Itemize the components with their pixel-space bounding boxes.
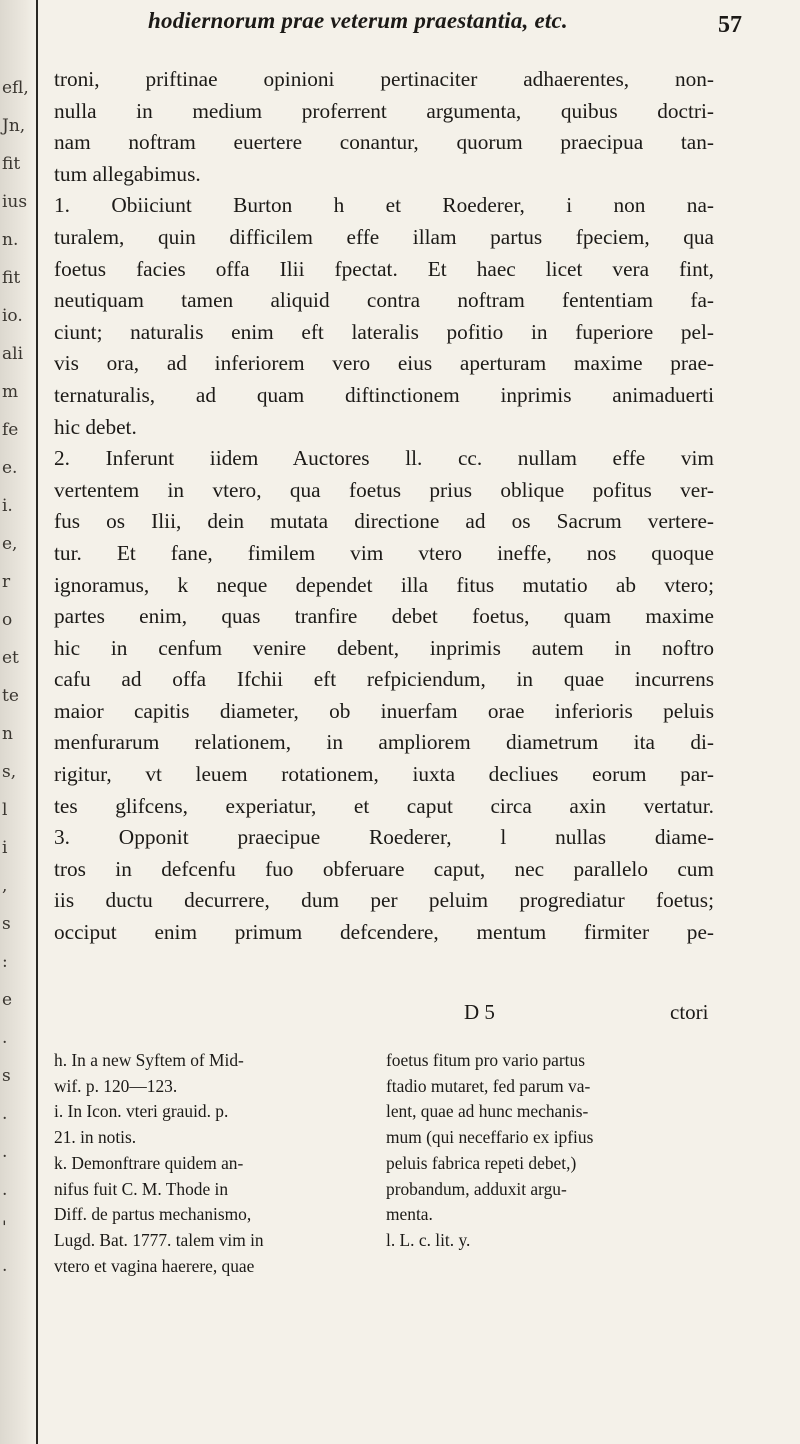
gutter-fragment: l xyxy=(2,800,8,820)
gutter-fragment: et xyxy=(2,648,19,668)
gutter-fragment: m xyxy=(2,382,19,402)
text-line: tros in defcenfu fuo obferuare caput, nec parallelo cum xyxy=(54,856,714,881)
gutter-fragment: fe xyxy=(2,420,19,440)
text-line: occiput enim primum defcendere, mentum firmiter pe- xyxy=(54,920,714,945)
gutter-fragment: i. xyxy=(2,496,13,516)
main-text xyxy=(54,64,714,949)
gutter-fragment: efl, xyxy=(2,78,29,98)
text-line: wif. p. 120—123. xyxy=(54,1075,178,1096)
facing-page-gutter xyxy=(0,0,38,1444)
text-line: rigitur, vt leuem rotationem, iuxta decliues eorum par- xyxy=(54,762,714,787)
text-line: Diff. de partus mechanismo, xyxy=(54,1204,252,1225)
gutter-fragment: ' xyxy=(2,1218,7,1238)
gutter-fragment: ali xyxy=(2,344,24,364)
text-line: neutiquam tamen aliquid contra noftram fententiam fa- xyxy=(54,288,714,313)
text-line: vtero et vagina haerere, quae xyxy=(54,1255,255,1276)
gutter-fragment: s xyxy=(2,914,11,934)
text-line: foetus facies offa Ilii fpectat. Et haec licet vera fint, xyxy=(54,256,714,281)
text-line: probandum, adduxit argu- xyxy=(386,1178,567,1199)
gutter-fragment: o xyxy=(2,610,13,630)
footnotes-right-column xyxy=(386,1048,730,1254)
text-line: nulla in medium proferrent argumenta, quibus doctri- xyxy=(54,98,714,123)
gutter-fragment: i xyxy=(2,838,8,858)
text-line: mum (qui neceffario ex ipfius xyxy=(386,1127,594,1148)
text-line: hic debet. xyxy=(54,414,137,439)
gutter-fragment: : xyxy=(2,952,8,972)
page-number: 57 xyxy=(718,12,742,38)
gutter-fragment: fit xyxy=(2,268,21,288)
gutter-fragment: Jn, xyxy=(2,116,26,136)
text-line: k. Demonftrare quidem an- xyxy=(54,1152,244,1173)
gutter-fragment: io. xyxy=(2,306,23,326)
text-line: 2. Inferunt iidem Auctores ll. cc. nullam effe vim xyxy=(54,446,714,471)
text-line: ftadio mutaret, fed parum va- xyxy=(386,1075,591,1096)
gutter-fragment: n. xyxy=(2,230,19,250)
text-line: peluis fabrica repeti debet,) xyxy=(386,1152,577,1173)
text-line: ignoramus, k neque dependet illa fitus mutatio ab vtero; xyxy=(54,572,714,597)
text-line: tum allegabimus. xyxy=(54,161,201,186)
gutter-fragment: n xyxy=(2,724,13,744)
text-line: menfurarum relationem, in ampliorem diametrum ita di- xyxy=(54,730,714,755)
gutter-fragment: r xyxy=(2,572,11,592)
gutter-fragment: s xyxy=(2,1066,11,1086)
text-line: 3. Opponit praecipue Roederer, l nullas diame- xyxy=(54,825,714,850)
text-line: l. L. c. lit. y. xyxy=(386,1229,471,1250)
text-line: ternaturalis, ad quam diftinctionem inprimis animaduerti xyxy=(54,382,714,407)
text-line: cafu ad offa Ifchii eft refpiciendum, in quae incurrens xyxy=(54,667,714,692)
text-line: fus os Ilii, dein mutata directione ad os Sacrum vertere- xyxy=(54,509,714,534)
gutter-fragment: . xyxy=(2,1180,8,1200)
gutter-fragment: . xyxy=(2,1142,8,1162)
text-line: hic in cenfum venire debent, inprimis autem in noftro xyxy=(54,635,714,660)
signature-line xyxy=(54,1000,714,1032)
running-title: hodiernorum prae veterum praestantia, etc. xyxy=(148,8,568,33)
text-line: tur. Et fane, fimilem vim vtero ineffe, nos quoque xyxy=(54,540,714,565)
text-line: ciunt; naturalis enim eft lateralis pofitio in fuperiore pel- xyxy=(54,319,714,344)
gutter-fragment: e, xyxy=(2,534,18,554)
gutter-fragment: , xyxy=(2,876,8,896)
text-line: h. In a new Syftem of Mid- xyxy=(54,1050,244,1070)
gutter-fragment: fit xyxy=(2,154,21,174)
signature-mark: D 5 xyxy=(464,1000,495,1024)
text-line: troni, priftinae opinioni pertinaciter adhaerentes, non- xyxy=(54,67,714,91)
catchword: ctori xyxy=(670,1000,709,1024)
gutter-fragment: . xyxy=(2,1104,8,1124)
text-line: 1. Obiiciunt Burton h et Roederer, i non na- xyxy=(54,193,714,218)
gutter-fragment: e. xyxy=(2,458,18,478)
text-line: nifus fuit C. M. Thode in xyxy=(54,1178,229,1199)
text-line: partes enim, quas tranfire debet foetus, quam maxime xyxy=(54,604,714,629)
gutter-fragment: . xyxy=(2,1256,8,1276)
text-line: tes glifcens, experiatur, et caput circa axin vertatur. xyxy=(54,793,714,818)
text-line: lent, quae ad hunc mechanis- xyxy=(386,1101,589,1122)
gutter-fragment: e xyxy=(2,990,13,1010)
text-line: Lugd. Bat. 1777. talem vim in xyxy=(54,1229,264,1250)
footnotes-left-column xyxy=(54,1048,372,1279)
text-line: maior capitis diameter, ob inuerfam orae inferioris peluis xyxy=(54,698,714,723)
text-line: nam noftram euertere conantur, quorum praecipua tan- xyxy=(54,130,714,155)
gutter-fragment: ius xyxy=(2,192,28,212)
text-line: vis ora, ad inferiorem vero eius aperturam maxime prae- xyxy=(54,351,714,376)
text-line: menta. xyxy=(386,1204,433,1225)
text-line: foetus fitum pro vario partus xyxy=(386,1050,585,1070)
gutter-fragment: te xyxy=(2,686,19,706)
gutter-fragment: . xyxy=(2,1028,8,1048)
text-line: 21. in notis. xyxy=(54,1127,137,1148)
gutter-fragment: s, xyxy=(2,762,17,782)
text-line: vertentem in vtero, qua foetus prius oblique pofitus ver- xyxy=(54,477,714,502)
text-line: iis ductu decurrere, dum per peluim progrediatur foetus; xyxy=(54,888,714,913)
text-line: turalem, quin difficilem effe illam partus fpeciem, qua xyxy=(54,224,714,249)
running-header xyxy=(148,8,748,38)
text-line: i. In Icon. vteri grauid. p. xyxy=(54,1101,229,1122)
